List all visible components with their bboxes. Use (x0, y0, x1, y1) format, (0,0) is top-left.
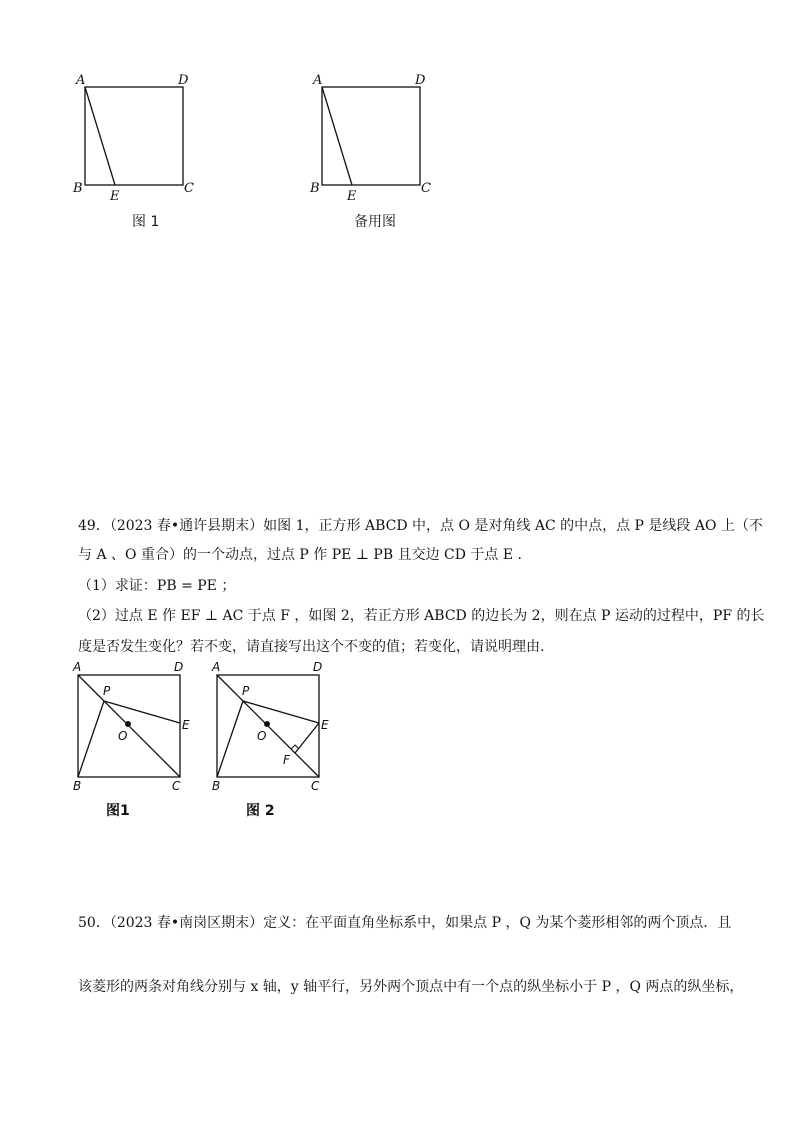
q49-figure-2-caption: 图 2 (246, 803, 275, 819)
label-e: E (110, 189, 120, 204)
label-a: A (313, 73, 323, 88)
q49-figure-2 (207, 660, 337, 800)
label-a: A (76, 73, 86, 88)
q49-diagram-1 (68, 660, 198, 800)
q49-line-3: （1）求证：PB = PE ； (78, 578, 236, 594)
label-b: B (73, 181, 83, 196)
label-p: P (242, 684, 250, 698)
q49-line-5: 度是否发生变化？若不变，请直接写出这个不变的值；若变化，请说明理由. (78, 639, 545, 655)
q49-figure-1-caption: 图1 (106, 803, 130, 819)
label-a: A (73, 660, 82, 674)
label-o: O (118, 729, 128, 743)
q50-line-1: 50．（2023 春•南岗区期末）定义：在平面直角坐标系中，如果点 P ，Q 为某个菱形相邻的两个顶点．且 (78, 915, 732, 931)
square-abcd-diagram (70, 70, 200, 205)
q49-line-1: 49．（2023 春•通许县期末）如图 1，正方形 ABCD 中，点 O 是对角线 AC 的中点，点 P 是线段 AO 上（不 (78, 518, 763, 534)
label-c: C (311, 779, 320, 793)
label-b: B (73, 779, 82, 793)
label-a: A (212, 660, 221, 674)
top-figure-1 (70, 70, 200, 205)
top-figure-2 (307, 70, 437, 205)
point-o (264, 721, 270, 727)
segment-pb (78, 701, 104, 777)
segment-ae (322, 87, 352, 185)
label-c: C (172, 779, 181, 793)
label-d: D (178, 73, 189, 88)
label-d: D (415, 73, 426, 88)
q49-diagram-2 (207, 660, 337, 800)
label-b: B (310, 181, 320, 196)
q49-figure-1 (68, 660, 198, 800)
top-figure-2-caption: 备用图 (354, 214, 396, 230)
label-e: E (347, 189, 357, 204)
label-p: P (103, 684, 111, 698)
square-abcd-spare-diagram (307, 70, 437, 205)
point-o (125, 721, 131, 727)
label-e: E (321, 718, 329, 732)
q49-line-4: （2）过点 E 作 EF ⊥ AC 于点 F ，如图 2，若正方形 ABCD 的边长为 2，则在点 P 运动的过程中，PF 的长 (78, 608, 765, 624)
label-o: O (257, 729, 267, 743)
label-d: D (313, 660, 323, 674)
label-e: E (182, 718, 190, 732)
segment-pb (217, 701, 243, 777)
right-angle-mark (291, 745, 299, 749)
label-c: C (184, 181, 194, 196)
label-d: D (174, 660, 184, 674)
label-b: B (212, 779, 221, 793)
top-figure-1-caption: 图 1 (132, 214, 160, 230)
q49-line-2: 与 A 、O 重合）的一个动点，过点 P 作 PE ⊥ PB 且交边 CD 于点 E . (78, 547, 522, 563)
q50-line-2: 该菱形的两条对角线分别与 x 轴，y 轴平行，另外两个顶点中有一个点的纵坐标小于 P ，Q 两点的纵坐标， (78, 979, 744, 995)
label-f: F (283, 753, 290, 767)
label-c: C (421, 181, 431, 196)
segment-ae (85, 87, 115, 185)
